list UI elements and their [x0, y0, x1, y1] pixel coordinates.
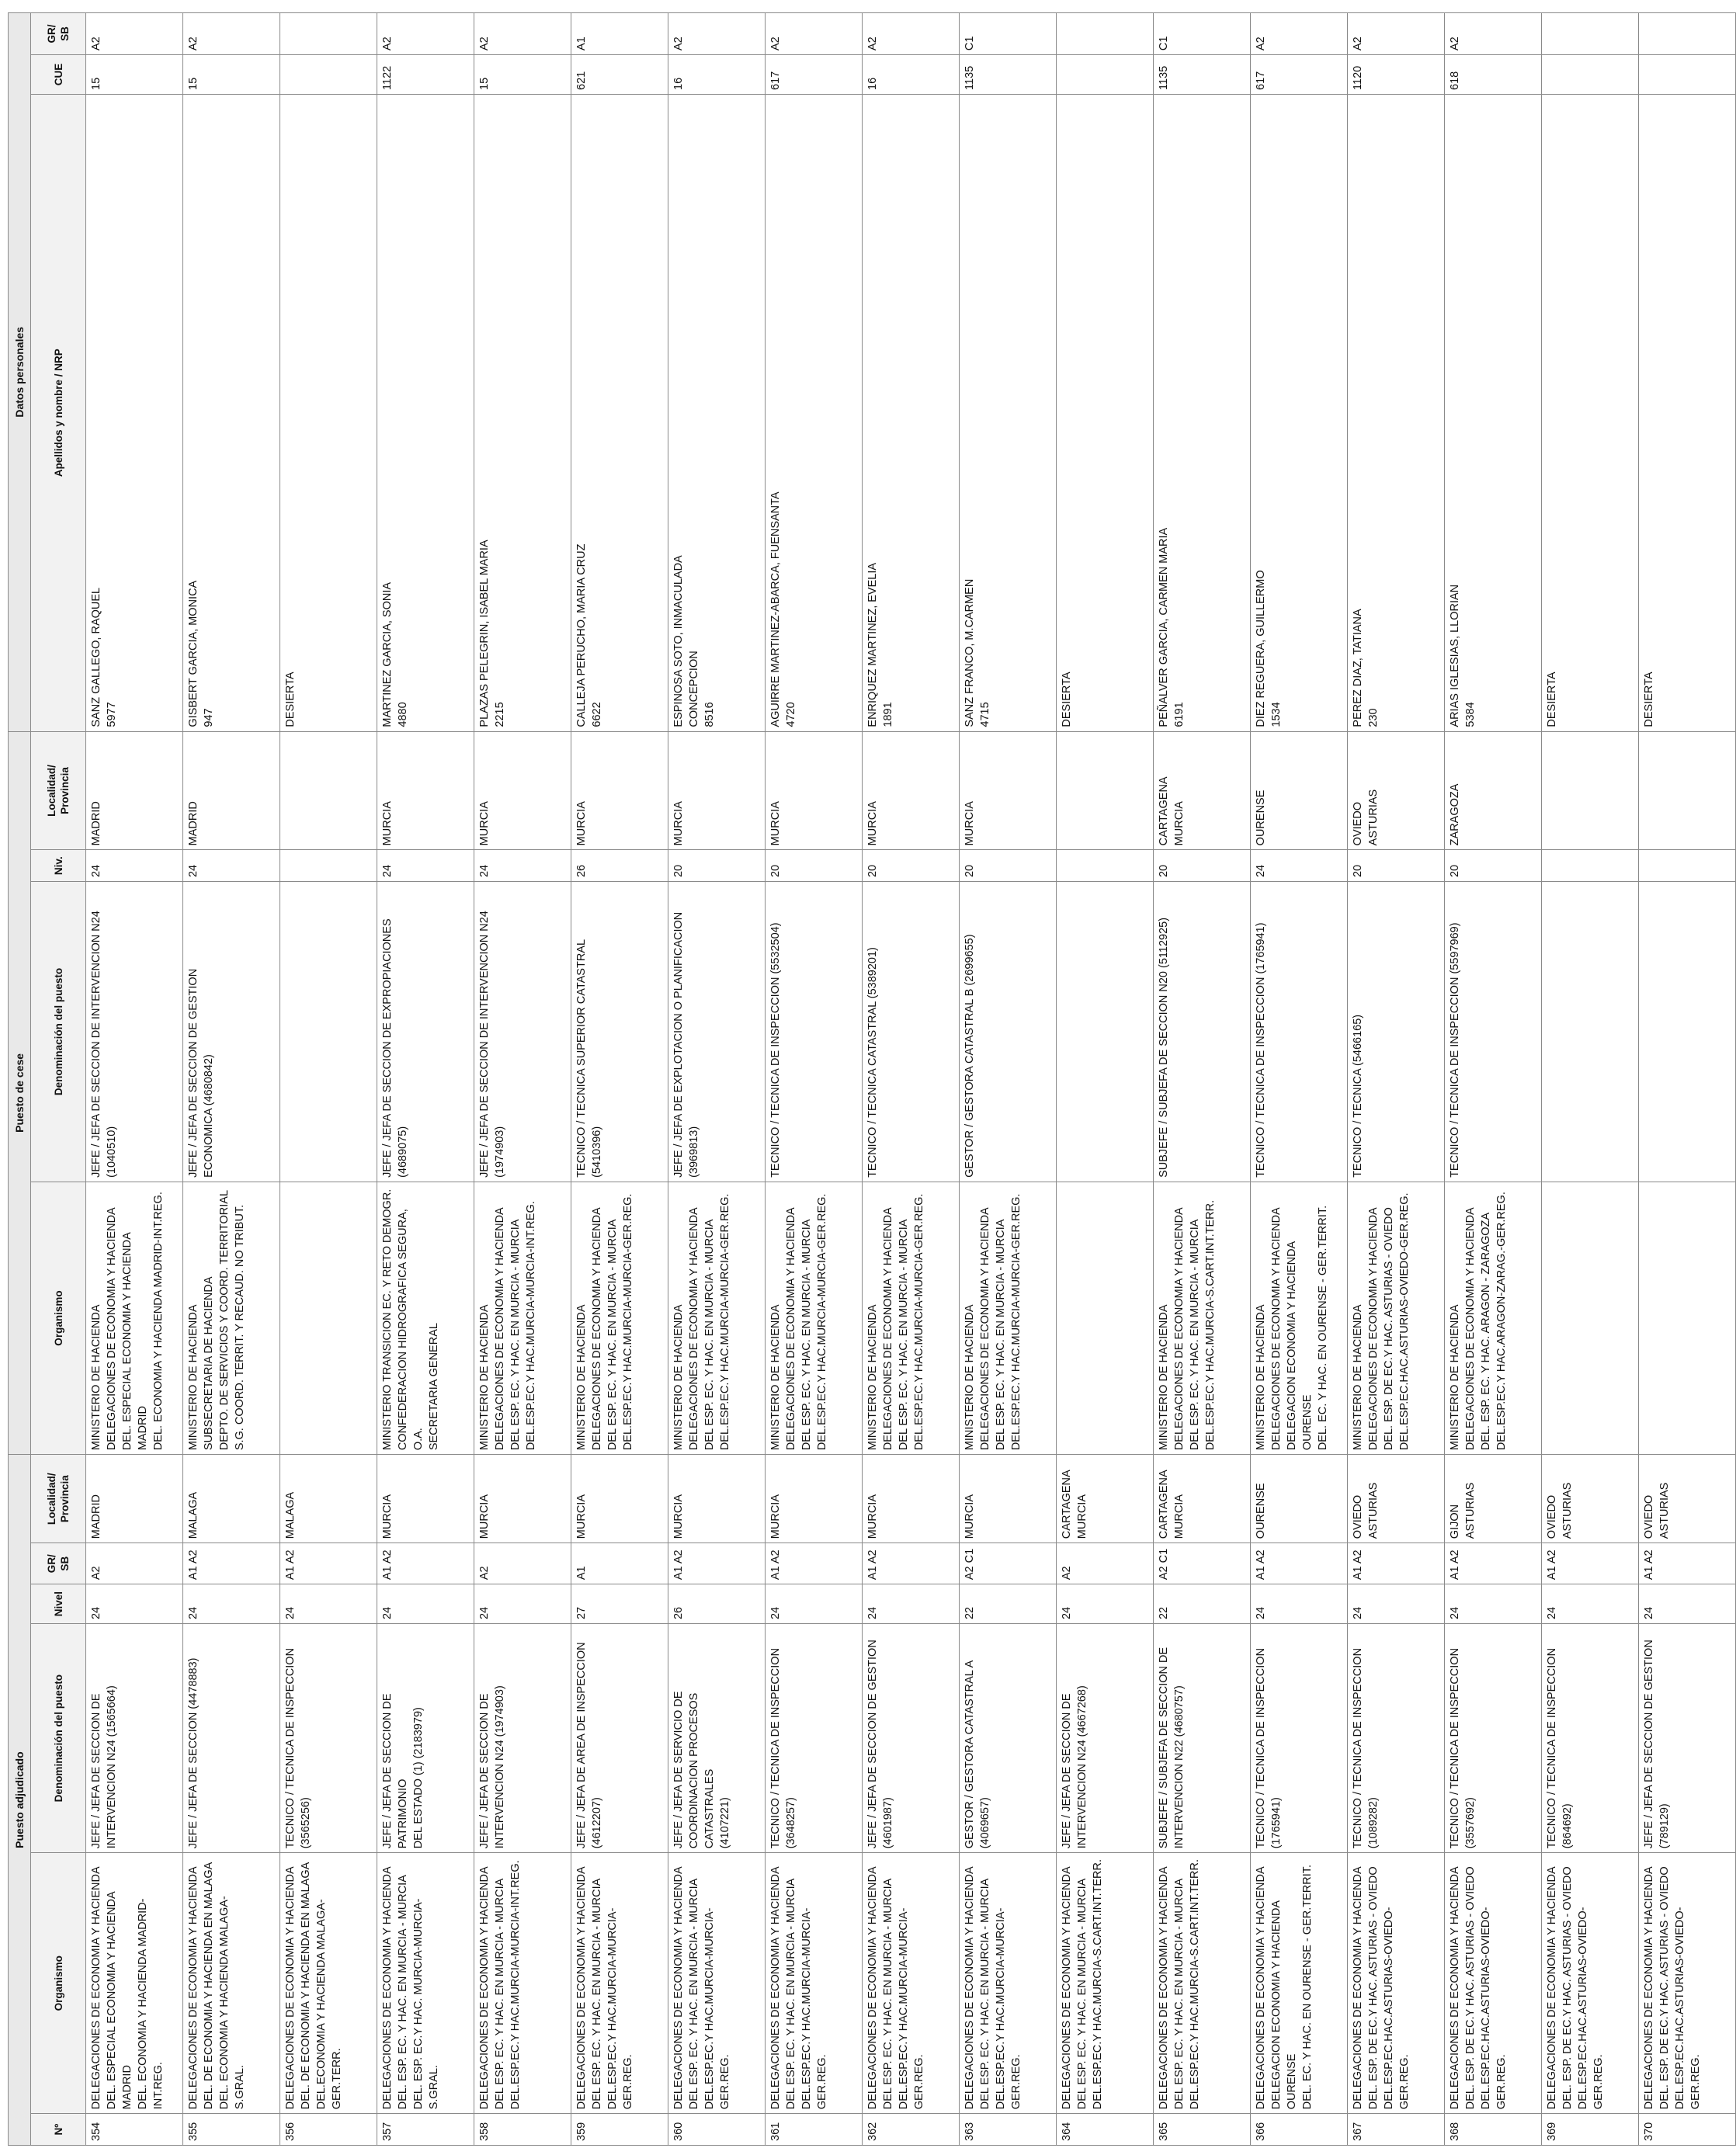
cell-grsb: A1 A2 — [1542, 1543, 1639, 1584]
cell-localidad: GIJON ASTURIAS — [1445, 1455, 1542, 1543]
cell-denominacion: JEFE / JEFA DE SECCION (4478883) — [183, 1624, 280, 1853]
cell-organismo-cese — [1057, 1182, 1154, 1454]
cell-nivel: 24 — [183, 1584, 280, 1624]
cell-denominacion: JEFE / JEFA DE SECCION DE INTERVENCION N24 (1974903) — [474, 1624, 571, 1853]
table-row — [1639, 13, 1736, 2146]
cell-denominacion: TECNICO / TECNICA DE INSPECCION (3648257) — [766, 1624, 863, 1853]
cell-denominacion-cese: TECNICO / TECNICA DE INSPECCION (1765941) — [1251, 882, 1348, 1182]
resolution-table — [8, 12, 1736, 2146]
cell-apellidos-nrp: DESIERTA — [1542, 94, 1639, 731]
table-row — [183, 13, 280, 2146]
cell-localidad: CARTAGENA MURCIA — [1057, 1455, 1154, 1543]
cell-niv-cese — [1542, 850, 1639, 882]
cell-localidad-cese: MURCIA — [571, 731, 668, 850]
table-body — [86, 13, 1736, 2146]
table-row — [1251, 13, 1348, 2146]
cell-apellidos-nrp: DESIERTA — [1057, 94, 1154, 731]
cell-organismo-cese: MINISTERIO DE HACIENDA DELEGACIONES DE ECONOMIA Y HACIENDA DEL ESP. EC. Y HAC. EN MURCIA - MURCIA DEL.ESP.EC.Y HAC.MURCIA-S.CART.INT.TERR. — [1154, 1182, 1251, 1454]
cell-nivel: 24 — [766, 1584, 863, 1624]
cell-apellidos-nrp: DESIERTA — [1639, 94, 1736, 731]
cell-nivel: 24 — [1057, 1584, 1154, 1624]
cell-num: 359 — [571, 2114, 668, 2146]
cell-num: 365 — [1154, 2114, 1251, 2146]
cell-grsb: A2 C1 — [960, 1543, 1057, 1584]
cell-localidad: MURCIA — [863, 1455, 960, 1543]
cell-num: 366 — [1251, 2114, 1348, 2146]
cell-niv-cese: 20 — [1154, 850, 1251, 882]
cell-localidad-cese: MURCIA — [960, 731, 1057, 850]
table-row — [863, 13, 960, 2146]
cell-denominacion-cese: TECNICO / TECNICA (5466165) — [1348, 882, 1445, 1182]
cell-niv-cese: 24 — [377, 850, 474, 882]
cell-organismo-cese: MINISTERIO DE HACIENDA DELEGACIONES DE ECONOMIA Y HACIENDA DELEGACION ECONOMIA Y HACIENDA OURENSE DEL. EC. Y HAC. EN OURENSE - GER.TERRIT. — [1251, 1182, 1348, 1454]
table-row — [960, 13, 1057, 2146]
col-header-organismo-cese: Organismo — [31, 1182, 86, 1454]
cell-localidad-cese: CARTAGENA MURCIA — [1154, 731, 1251, 850]
col-header-grsb: GR/ SB — [31, 1543, 86, 1584]
cell-num: 363 — [960, 2114, 1057, 2146]
table-row — [766, 13, 863, 2146]
cell-grsb-personal: A2 — [766, 13, 863, 55]
cell-denominacion-cese — [1542, 882, 1639, 1182]
col-header-organismo: Organismo — [31, 1853, 86, 2114]
cell-denominacion-cese — [1639, 882, 1736, 1182]
cell-apellidos-nrp: AGUIRRE MARTINEZ-ABARCA, FUENSANTA 4720 — [766, 94, 863, 731]
cell-localidad: OVIEDO ASTURIAS — [1542, 1455, 1639, 1543]
cell-num: 355 — [183, 2114, 280, 2146]
cell-cue: 1122 — [377, 55, 474, 95]
cell-localidad-cese: MURCIA — [766, 731, 863, 850]
cell-grsb-personal — [1542, 13, 1639, 55]
col-header-cue: CUE — [31, 55, 86, 95]
cell-grsb: A2 C1 — [1154, 1543, 1251, 1584]
cell-denominacion-cese: TECNICO / TECNICA DE INSPECCION (5597969) — [1445, 882, 1542, 1182]
cell-organismo: DELEGACIONES DE ECONOMIA Y HACIENDA DEL ESP. EC. Y HAC. EN MURCIA - MURCIA DEL.ESP.EC.Y HAC.MURCIA-MURCIA-GER.REG. — [668, 1853, 766, 2114]
cell-denominacion-cese: JEFE / JEFA DE SECCION DE EXPROPIACIONES (4689075) — [377, 882, 474, 1182]
cell-apellidos-nrp: MARTINEZ GARCIA, SONIA 4880 — [377, 94, 474, 731]
col-header-nivel: Nivel — [31, 1584, 86, 1624]
group-header-cese: Puesto de cese — [9, 731, 31, 1455]
cell-grsb: A1 A2 — [863, 1543, 960, 1584]
cell-niv-cese: 26 — [571, 850, 668, 882]
cell-organismo-cese: MINISTERIO DE HACIENDA DELEGACIONES DE ECONOMIA Y HACIENDA DEL ESP. EC. Y HAC. EN MURCIA - MURCIA DEL.ESP.EC.Y HAC.MURCIA-MURCIA-GER.REG. — [960, 1182, 1057, 1454]
cell-localidad-cese: ZARAGOZA — [1445, 731, 1542, 850]
cell-niv-cese: 20 — [863, 850, 960, 882]
cell-organismo: DELEGACIONES DE ECONOMIA Y HACIENDA DEL. ESP. DE EC.Y HAC. ASTURIAS - OVIEDO DEL.ESP.EC.HAC.ASTURIAS-OVIEDO-GER.REG. — [1639, 1853, 1736, 2114]
cell-organismo-cese: MINISTERIO DE HACIENDA DELEGACIONES DE ECONOMIA Y HACIENDA DEL. ESPECIAL ECONOMIA Y HACIENDA MADRID DEL. ECONOMIA Y HACIENDA MADRID-INT.REG. — [86, 1182, 183, 1454]
col-header-niv-cese: Niv. — [31, 850, 86, 882]
cell-grsb-personal: A2 — [1348, 13, 1445, 55]
cell-organismo-cese: MINISTERIO DE HACIENDA DELEGACIONES DE ECONOMIA Y HACIENDA DEL ESP. EC. Y HAC. EN MURCIA - MURCIA DEL.ESP.EC.Y HAC.MURCIA-MURCIA-GER.REG. — [668, 1182, 766, 1454]
cell-apellidos-nrp: ESPINOSA SOTO, INMACULADA CONCEPCION 8516 — [668, 94, 766, 731]
cell-num: 360 — [668, 2114, 766, 2146]
cell-nivel: 24 — [280, 1584, 377, 1624]
cell-nivel: 24 — [1251, 1584, 1348, 1624]
cell-grsb-personal: A2 — [474, 13, 571, 55]
cell-organismo: DELEGACIONES DE ECONOMIA Y HACIENDA DEL ESP. EC. Y HAC. EN MURCIA - MURCIA DEL.ESP.EC.Y HAC.MURCIA-S.CART.INT.TERR. — [1057, 1853, 1154, 2114]
cell-localidad: MURCIA — [668, 1455, 766, 1543]
table-row — [86, 13, 183, 2146]
cell-localidad-cese: MURCIA — [377, 731, 474, 850]
table-row — [668, 13, 766, 2146]
cell-grsb-personal — [1057, 13, 1154, 55]
cell-num: 364 — [1057, 2114, 1154, 2146]
cell-organismo: DELEGACIONES DE ECONOMIA Y HACIENDA DEL. DE ECONOMIA Y HACIENDA EN MALAGA DEL.ECONOMIA Y HACIENDA MALAGA-GER.TERR. — [280, 1853, 377, 2114]
cell-grsb: A1 A2 — [280, 1543, 377, 1584]
cell-denominacion: TECNICO / TECNICA DE INSPECCION (3565256) — [280, 1624, 377, 1853]
cell-num: 357 — [377, 2114, 474, 2146]
cell-grsb: A2 — [86, 1543, 183, 1584]
col-header-apellidos: Apellidos y nombre / NRP — [31, 94, 86, 731]
cell-denominacion: JEFE / JEFA DE SECCION DE PATRIMONIO DEL ESTADO (1) (2183979) — [377, 1624, 474, 1853]
cell-organismo: DELEGACIONES DE ECONOMIA Y HACIENDA DEL ESP. EC. Y HAC. EN MURCIA - MURCIA DEL.ESP.EC.Y HAC.MURCIA-MURCIA-GER.REG. — [863, 1853, 960, 2114]
cell-nivel: 26 — [668, 1584, 766, 1624]
cell-localidad: CARTAGENA MURCIA — [1154, 1455, 1251, 1543]
cell-organismo-cese: MINISTERIO DE HACIENDA SUBSECRETARIA DE HACIENDA DEPTO. DE SERVICIOS Y COORD. TERRITORIAL S.G. COORD. TERRIT. Y RECAUD. NO TRIBUT. — [183, 1182, 280, 1454]
cell-localidad: MURCIA — [960, 1455, 1057, 1543]
cell-denominacion-cese: TECNICO / TECNICA CATASTRAL (5389201) — [863, 882, 960, 1182]
cell-nivel: 27 — [571, 1584, 668, 1624]
cell-denominacion-cese — [1057, 882, 1154, 1182]
cell-apellidos-nrp: PEÑALVER GARCIA, CARMEN MARIA 6191 — [1154, 94, 1251, 731]
cell-localidad-cese — [1639, 731, 1736, 850]
cell-localidad: OVIEDO ASTURIAS — [1348, 1455, 1445, 1543]
cell-organismo: DELEGACIONES DE ECONOMIA Y HACIENDA DEL ESP. EC. Y HAC. EN MURCIA - MURCIA DEL.ESP.EC.Y HAC.MURCIA-MURCIA-GER.REG. — [960, 1853, 1057, 2114]
cell-localidad-cese — [1057, 731, 1154, 850]
cell-niv-cese: 20 — [668, 850, 766, 882]
cell-organismo: DELEGACIONES DE ECONOMIA Y HACIENDA DEL. ESP. DE EC.Y HAC. ASTURIAS - OVIEDO DEL.ESP.EC.HAC.ASTURIAS-OVIEDO-GER.REG. — [1348, 1853, 1445, 2114]
cell-denominacion: JEFE / JEFA DE SERVICIO DE COORDINACION PROCESOS CATASTRALES (4107221) — [668, 1624, 766, 1853]
cell-localidad: MURCIA — [474, 1455, 571, 1543]
cell-nivel: 22 — [960, 1584, 1057, 1624]
cell-grsb-personal: C1 — [960, 13, 1057, 55]
cell-denominacion: TECNICO / TECNICA DE INSPECCION (1765941) — [1251, 1624, 1348, 1853]
cell-nivel: 24 — [1445, 1584, 1542, 1624]
cell-localidad-cese: OVIEDO ASTURIAS — [1348, 731, 1445, 850]
cell-nivel: 24 — [1542, 1584, 1639, 1624]
cell-num: 362 — [863, 2114, 960, 2146]
table-row — [1348, 13, 1445, 2146]
cell-cue: 15 — [86, 55, 183, 95]
cell-localidad-cese: MURCIA — [474, 731, 571, 850]
cell-apellidos-nrp: SANZ GALLEGO, RAQUEL 5977 — [86, 94, 183, 731]
cell-localidad: MADRID — [86, 1455, 183, 1543]
cell-niv-cese: 24 — [1251, 850, 1348, 882]
cell-denominacion-cese: JEFE / JEFA DE SECCION DE GESTION ECONOMICA (4680842) — [183, 882, 280, 1182]
cell-cue — [1542, 55, 1639, 95]
cell-cue: 1135 — [960, 55, 1057, 95]
cell-niv-cese: 20 — [1348, 850, 1445, 882]
col-header-num: Nº — [31, 2114, 86, 2146]
cell-niv-cese: 24 — [86, 850, 183, 882]
cell-cue — [1639, 55, 1736, 95]
cell-cue: 1135 — [1154, 55, 1251, 95]
cell-denominacion-cese: SUBJEFE / SUBJEFA DE SECCION N20 (5112925) — [1154, 882, 1251, 1182]
cell-apellidos-nrp: ENRIQUEZ MARTINEZ, EVELIA 1891 — [863, 94, 960, 731]
cell-grsb: A1 — [571, 1543, 668, 1584]
cell-cue: 16 — [668, 55, 766, 95]
col-header-denominacion-cese: Denominación del puesto — [31, 882, 86, 1182]
cell-nivel: 24 — [1639, 1584, 1736, 1624]
cell-denominacion-cese: GESTOR / GESTORA CATASTRAL B (2699655) — [960, 882, 1057, 1182]
cell-localidad: MURCIA — [571, 1455, 668, 1543]
cell-niv-cese: 24 — [183, 850, 280, 882]
cell-num: 361 — [766, 2114, 863, 2146]
cell-grsb-personal: A2 — [1445, 13, 1542, 55]
cell-apellidos-nrp: PLAZAS PELEGRIN, ISABEL MARIA 2215 — [474, 94, 571, 731]
cell-grsb: A1 A2 — [1445, 1543, 1542, 1584]
cell-organismo: DELEGACIONES DE ECONOMIA Y HACIENDA DEL ESP. EC. Y HAC. EN MURCIA - MURCIA DEL.ESP.EC.Y HAC.MURCIA-MURCIA-GER.REG. — [571, 1853, 668, 2114]
cell-apellidos-nrp: CALLEJA PERUCHO, MARIA CRUZ 6622 — [571, 94, 668, 731]
cell-organismo-cese: MINISTERIO DE HACIENDA DELEGACIONES DE ECONOMIA Y HACIENDA DEL. ESP. EC. Y HAC. ARAGON - ZARAGOZA DEL.ESP.EC.Y HAC.ARAGON-ZARAG.-GER.REG. — [1445, 1182, 1542, 1454]
cell-organismo: DELEGACIONES DE ECONOMIA Y HACIENDA DEL ESP. EC. Y HAC. EN MURCIA - MURCIA DEL.ESP.EC.Y HAC.MURCIA-S.CART.INT.TERR. — [1154, 1853, 1251, 2114]
cell-niv-cese: 24 — [474, 850, 571, 882]
cell-nivel: 24 — [86, 1584, 183, 1624]
cell-localidad: MURCIA — [377, 1455, 474, 1543]
cell-localidad: OVIEDO ASTURIAS — [1639, 1455, 1736, 1543]
cell-nivel: 24 — [377, 1584, 474, 1624]
col-header-grsb-personal: GR/ SB — [31, 13, 86, 55]
group-header-adjudicado: Puesto adjudicado — [9, 1455, 31, 2146]
cell-apellidos-nrp: ARIAS IGLESIAS, LLORIAN 5384 — [1445, 94, 1542, 731]
cell-denominacion: JEFE / JEFA DE SECCION DE GESTION (789129) — [1639, 1624, 1736, 1853]
cell-organismo-cese — [1639, 1182, 1736, 1454]
cell-denominacion-cese: JEFE / JEFA DE EXPLOTACION O PLANIFICACION (3969813) — [668, 882, 766, 1182]
cell-denominacion: GESTOR / GESTORA CATASTRAL A (4069657) — [960, 1624, 1057, 1853]
cell-cue: 16 — [863, 55, 960, 95]
cell-apellidos-nrp: SANZ FRANCO, M.CARMEN 4715 — [960, 94, 1057, 731]
cell-organismo-cese: MINISTERIO TRANSICION EC. Y RETO DEMOGR. CONFEDERACION HIDROGRAFICA SEGURA, O.A. SECRETARIA GENERAL — [377, 1182, 474, 1454]
cell-localidad-cese: MURCIA — [668, 731, 766, 850]
cell-num: 358 — [474, 2114, 571, 2146]
cell-denominacion: TECNICO / TECNICA DE INSPECCION (1089282) — [1348, 1624, 1445, 1853]
cell-denominacion-cese: TECNICO / TECNICA SUPERIOR CATASTRAL (5410396) — [571, 882, 668, 1182]
cell-apellidos-nrp: DIEZ REGUERA, GUILLERMO 1534 — [1251, 94, 1348, 731]
cell-denominacion-cese: JEFE / JEFA DE SECCION DE INTERVENCION N24 (1974903) — [474, 882, 571, 1182]
cell-organismo-cese: MINISTERIO DE HACIENDA DELEGACIONES DE ECONOMIA Y HACIENDA DEL ESP. EC. Y HAC. EN MURCIA - MURCIA DEL.ESP.EC.Y HAC.MURCIA-MURCIA-GER.REG. — [766, 1182, 863, 1454]
cell-cue — [1057, 55, 1154, 95]
cell-organismo: DELEGACIONES DE ECONOMIA Y HACIENDA DELEGACION ECONOMIA Y HACIENDA OURENSE DEL. EC. Y HAC. EN OURENSE - GER.TERRIT. — [1251, 1853, 1348, 2114]
cell-grsb: A1 A2 — [766, 1543, 863, 1584]
cell-localidad: OURENSE — [1251, 1455, 1348, 1543]
cell-grsb-personal — [280, 13, 377, 55]
cell-niv-cese — [1639, 850, 1736, 882]
col-header-denominacion: Denominación del puesto — [31, 1624, 86, 1853]
cell-apellidos-nrp: DESIERTA — [280, 94, 377, 731]
cell-localidad-cese: MADRID — [86, 731, 183, 850]
cell-localidad-cese: MADRID — [183, 731, 280, 850]
cell-niv-cese: 20 — [960, 850, 1057, 882]
table-row — [1542, 13, 1639, 2146]
cell-grsb: A1 A2 — [668, 1543, 766, 1584]
cell-localidad: MURCIA — [766, 1455, 863, 1543]
cell-niv-cese: 20 — [766, 850, 863, 882]
cell-denominacion: JEFE / JEFA DE SECCION DE INTERVENCION N24 (1565664) — [86, 1624, 183, 1853]
cell-num: 370 — [1639, 2114, 1736, 2146]
cell-niv-cese — [280, 850, 377, 882]
cell-organismo-cese: MINISTERIO DE HACIENDA DELEGACIONES DE ECONOMIA Y HACIENDA DEL ESP. EC. Y HAC. EN MURCIA - MURCIA DEL.ESP.EC.Y HAC.MURCIA-MURCIA-INT.REG. — [474, 1182, 571, 1454]
table-row — [280, 13, 377, 2146]
cell-grsb: A1 A2 — [1251, 1543, 1348, 1584]
cell-grsb: A1 A2 — [183, 1543, 280, 1584]
cell-localidad: MALAGA — [280, 1455, 377, 1543]
cell-organismo-cese: MINISTERIO DE HACIENDA DELEGACIONES DE ECONOMIA Y HACIENDA DEL ESP. EC. Y HAC. EN MURCIA - MURCIA DEL.ESP.EC.Y HAC.MURCIA-MURCIA-GER.REG. — [863, 1182, 960, 1454]
cell-organismo: DELEGACIONES DE ECONOMIA Y HACIENDA DEL. ESP. EC. Y HAC. EN MURCIA - MURCIA DEL. ESP. EC.Y HAC. MURCIA-MURCIA-S.GRAL. — [377, 1853, 474, 2114]
table-row — [1445, 13, 1542, 2146]
cell-grsb-personal: A2 — [863, 13, 960, 55]
cell-denominacion: JEFE / JEFA DE SECCION DE INTERVENCION N24 (4667268) — [1057, 1624, 1154, 1853]
cell-denominacion-cese: JEFE / JEFA DE SECCION DE INTERVENCION N24 (1040510) — [86, 882, 183, 1182]
cell-niv-cese — [1057, 850, 1154, 882]
cell-denominacion: JEFE / JEFA DE AREA DE INSPECCION (4612207) — [571, 1624, 668, 1853]
cell-apellidos-nrp: PEREZ DIAZ, TATIANA 230 — [1348, 94, 1445, 731]
cell-organismo-cese — [1542, 1182, 1639, 1454]
cell-cue: 15 — [474, 55, 571, 95]
cell-grsb-personal: C1 — [1154, 13, 1251, 55]
cell-cue: 1120 — [1348, 55, 1445, 95]
cell-organismo: DELEGACIONES DE ECONOMIA Y HACIENDA DEL ESP. EC. Y HAC. EN MURCIA - MURCIA DEL.ESP.EC.Y HAC.MURCIA-MURCIA-GER.REG. — [766, 1853, 863, 2114]
cell-organismo: DELEGACIONES DE ECONOMIA Y HACIENDA DEL. DE ECONOMIA Y HACIENDA EN MALAGA DEL. ECONOMIA Y HACIENDA MALAGA-S.GRAL. — [183, 1853, 280, 2114]
cell-num: 368 — [1445, 2114, 1542, 2146]
table-row — [571, 13, 668, 2146]
col-header-localidad-cese: Localidad/ Provincia — [31, 731, 86, 850]
cell-localidad-cese — [280, 731, 377, 850]
cell-organismo-cese — [280, 1182, 377, 1454]
cell-denominacion-cese — [280, 882, 377, 1182]
cell-cue — [280, 55, 377, 95]
cell-num: 354 — [86, 2114, 183, 2146]
cell-denominacion: TECNICO / TECNICA DE INSPECCION (864692) — [1542, 1624, 1639, 1853]
cell-nivel: 22 — [1154, 1584, 1251, 1624]
table-row — [1154, 13, 1251, 2146]
cell-localidad: MALAGA — [183, 1455, 280, 1543]
table-row — [1057, 13, 1154, 2146]
cell-organismo: DELEGACIONES DE ECONOMIA Y HACIENDA DEL ESP. EC. Y HAC. EN MURCIA - MURCIA DEL.ESP.EC.Y HAC.MURCIA-MURCIA-INT.REG. — [474, 1853, 571, 2114]
cell-nivel: 24 — [474, 1584, 571, 1624]
table-row — [377, 13, 474, 2146]
cell-localidad-cese: OURENSE — [1251, 731, 1348, 850]
cell-niv-cese: 20 — [1445, 850, 1542, 882]
cell-grsb-personal: A2 — [1251, 13, 1348, 55]
cell-grsb-personal: A2 — [377, 13, 474, 55]
cell-nivel: 24 — [1348, 1584, 1445, 1624]
cell-num: 369 — [1542, 2114, 1639, 2146]
cell-grsb-personal: A2 — [86, 13, 183, 55]
group-header-personales: Datos personales — [9, 13, 31, 732]
cell-grsb-personal: A1 — [571, 13, 668, 55]
cell-num: 367 — [1348, 2114, 1445, 2146]
cell-grsb: A2 — [474, 1543, 571, 1584]
cell-organismo: DELEGACIONES DE ECONOMIA Y HACIENDA DEL. ESPECIAL ECONOMIA Y HACIENDA MADRID DEL. ECONOMIA Y HACIENDA MADRID-INT.REG. — [86, 1853, 183, 2114]
col-header-localidad: Localidad/ Provincia — [31, 1455, 86, 1543]
cell-organismo: DELEGACIONES DE ECONOMIA Y HACIENDA DEL. ESP. DE EC.Y HAC. ASTURIAS - OVIEDO DEL.ESP.EC.HAC.ASTURIAS-OVIEDO-GER.REG. — [1542, 1853, 1639, 2114]
cell-localidad-cese — [1542, 731, 1639, 850]
cell-localidad-cese: MURCIA — [863, 731, 960, 850]
cell-grsb: A2 — [1057, 1543, 1154, 1584]
cell-cue: 617 — [766, 55, 863, 95]
cell-apellidos-nrp: GISBERT GARCIA, MONICA 947 — [183, 94, 280, 731]
cell-denominacion-cese: TECNICO / TECNICA DE INSPECCION (5532504) — [766, 882, 863, 1182]
cell-organismo: DELEGACIONES DE ECONOMIA Y HACIENDA DEL. ESP. DE EC.Y HAC. ASTURIAS - OVIEDO DEL.ESP.EC.HAC.ASTURIAS-OVIEDO-GER.REG. — [1445, 1853, 1542, 2114]
cell-grsb: A1 A2 — [1639, 1543, 1736, 1584]
cell-nivel: 24 — [863, 1584, 960, 1624]
cell-cue: 617 — [1251, 55, 1348, 95]
cell-grsb-personal — [1639, 13, 1736, 55]
cell-grsb-personal: A2 — [183, 13, 280, 55]
cell-denominacion: SUBJEFE / SUBJEFA DE SECCION DE INTERVENCION N22 (4680757) — [1154, 1624, 1251, 1853]
cell-grsb: A1 A2 — [1348, 1543, 1445, 1584]
cell-denominacion: JEFE / JEFA DE SECCION DE GESTION (4601987) — [863, 1624, 960, 1853]
cell-grsb: A1 A2 — [377, 1543, 474, 1584]
cell-cue: 15 — [183, 55, 280, 95]
cell-denominacion: TECNICO / TECNICA DE INSPECCION (3557692) — [1445, 1624, 1542, 1853]
cell-num: 356 — [280, 2114, 377, 2146]
cell-cue: 618 — [1445, 55, 1542, 95]
cell-organismo-cese: MINISTERIO DE HACIENDA DELEGACIONES DE ECONOMIA Y HACIENDA DEL ESP. EC. Y HAC. EN MURCIA - MURCIA DEL.ESP.EC.Y HAC.MURCIA-MURCIA-GER.REG. — [571, 1182, 668, 1454]
cell-cue: 621 — [571, 55, 668, 95]
cell-grsb-personal: A2 — [668, 13, 766, 55]
table-row — [474, 13, 571, 2146]
cell-organismo-cese: MINISTERIO DE HACIENDA DELEGACIONES DE ECONOMIA Y HACIENDA DEL. ESP. DE EC.Y HAC. ASTURIAS - OVIEDO DEL.ESP.EC.HAC.ASTURIAS-OVIEDO-GER.REG. — [1348, 1182, 1445, 1454]
